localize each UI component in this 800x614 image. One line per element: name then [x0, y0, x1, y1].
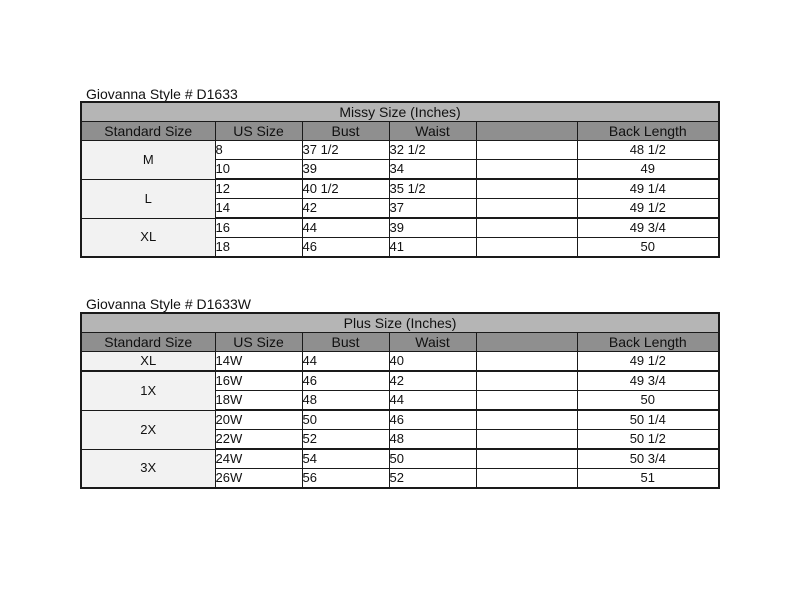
header-waist: Waist [389, 122, 476, 141]
standard-size-cell: 2X [81, 410, 215, 449]
header-standard-size: Standard Size [81, 333, 215, 352]
bust-cell: 42 [302, 199, 389, 219]
back-length-cell: 50 1/2 [577, 430, 719, 450]
waist-cell: 32 1/2 [389, 141, 476, 160]
header-us-size: US Size [215, 122, 302, 141]
waist-cell: 35 1/2 [389, 179, 476, 199]
us-size-cell: 12 [215, 179, 302, 199]
bust-cell: 37 1/2 [302, 141, 389, 160]
waist-cell: 41 [389, 238, 476, 258]
us-size-cell: 22W [215, 430, 302, 450]
bust-cell: 46 [302, 371, 389, 391]
back-length-cell: 49 [577, 160, 719, 180]
waist-cell: 48 [389, 430, 476, 450]
table-row [81, 218, 719, 238]
header-blank [476, 333, 577, 352]
style-label-missy: Giovanna Style # D1633 [86, 86, 238, 102]
back-length-cell: 48 1/2 [577, 141, 719, 160]
us-size-cell: 8 [215, 141, 302, 160]
blank-cell [476, 218, 577, 238]
table-caption-row [81, 313, 719, 333]
table-header-row [81, 122, 719, 141]
back-length-cell: 50 [577, 391, 719, 411]
table-row [81, 371, 719, 391]
blank-cell [476, 430, 577, 450]
header-back-length: Back Length [577, 122, 719, 141]
back-length-cell: 49 1/2 [577, 199, 719, 219]
waist-cell: 40 [389, 352, 476, 372]
missy-size-table [80, 101, 720, 258]
table-row [81, 179, 719, 199]
table-header-row [81, 333, 719, 352]
blank-cell [476, 469, 577, 489]
table-row [81, 141, 719, 160]
blank-cell [476, 238, 577, 258]
us-size-cell: 10 [215, 160, 302, 180]
bust-cell: 46 [302, 238, 389, 258]
back-length-cell: 49 3/4 [577, 371, 719, 391]
bust-cell: 39 [302, 160, 389, 180]
back-length-cell: 51 [577, 469, 719, 489]
bust-cell: 50 [302, 410, 389, 430]
us-size-cell: 20W [215, 410, 302, 430]
waist-cell: 52 [389, 469, 476, 489]
table-caption: Plus Size (Inches) [81, 313, 719, 333]
header-standard-size: Standard Size [81, 122, 215, 141]
header-us-size: US Size [215, 333, 302, 352]
bust-cell: 48 [302, 391, 389, 411]
waist-cell: 42 [389, 371, 476, 391]
bust-cell: 44 [302, 352, 389, 372]
standard-size-cell: XL [81, 352, 215, 372]
us-size-cell: 14W [215, 352, 302, 372]
standard-size-cell: M [81, 141, 215, 180]
table-row [81, 352, 719, 372]
standard-size-cell: 3X [81, 449, 215, 488]
waist-cell: 34 [389, 160, 476, 180]
us-size-cell: 16W [215, 371, 302, 391]
bust-cell: 40 1/2 [302, 179, 389, 199]
blank-cell [476, 410, 577, 430]
us-size-cell: 24W [215, 449, 302, 469]
us-size-cell: 26W [215, 469, 302, 489]
plus-size-table [80, 312, 720, 489]
us-size-cell: 14 [215, 199, 302, 219]
back-length-cell: 50 1/4 [577, 410, 719, 430]
blank-cell [476, 391, 577, 411]
standard-size-cell: L [81, 179, 215, 218]
table-row [81, 410, 719, 430]
us-size-cell: 16 [215, 218, 302, 238]
header-bust: Bust [302, 333, 389, 352]
header-waist: Waist [389, 333, 476, 352]
bust-cell: 54 [302, 449, 389, 469]
back-length-cell: 49 1/4 [577, 179, 719, 199]
blank-cell [476, 449, 577, 469]
header-blank [476, 122, 577, 141]
blank-cell [476, 160, 577, 180]
blank-cell [476, 179, 577, 199]
table-caption: Missy Size (Inches) [81, 102, 719, 122]
blank-cell [476, 199, 577, 219]
style-label-plus: Giovanna Style # D1633W [86, 296, 251, 312]
back-length-cell: 50 3/4 [577, 449, 719, 469]
bust-cell: 44 [302, 218, 389, 238]
waist-cell: 50 [389, 449, 476, 469]
bust-cell: 56 [302, 469, 389, 489]
back-length-cell: 50 [577, 238, 719, 258]
blank-cell [476, 371, 577, 391]
waist-cell: 44 [389, 391, 476, 411]
waist-cell: 37 [389, 199, 476, 219]
us-size-cell: 18W [215, 391, 302, 411]
header-back-length: Back Length [577, 333, 719, 352]
standard-size-cell: 1X [81, 371, 215, 410]
waist-cell: 46 [389, 410, 476, 430]
blank-cell [476, 141, 577, 160]
waist-cell: 39 [389, 218, 476, 238]
header-bust: Bust [302, 122, 389, 141]
blank-cell [476, 352, 577, 372]
standard-size-cell: XL [81, 218, 215, 257]
table-caption-row [81, 102, 719, 122]
back-length-cell: 49 3/4 [577, 218, 719, 238]
table-row [81, 449, 719, 469]
bust-cell: 52 [302, 430, 389, 450]
back-length-cell: 49 1/2 [577, 352, 719, 372]
us-size-cell: 18 [215, 238, 302, 258]
